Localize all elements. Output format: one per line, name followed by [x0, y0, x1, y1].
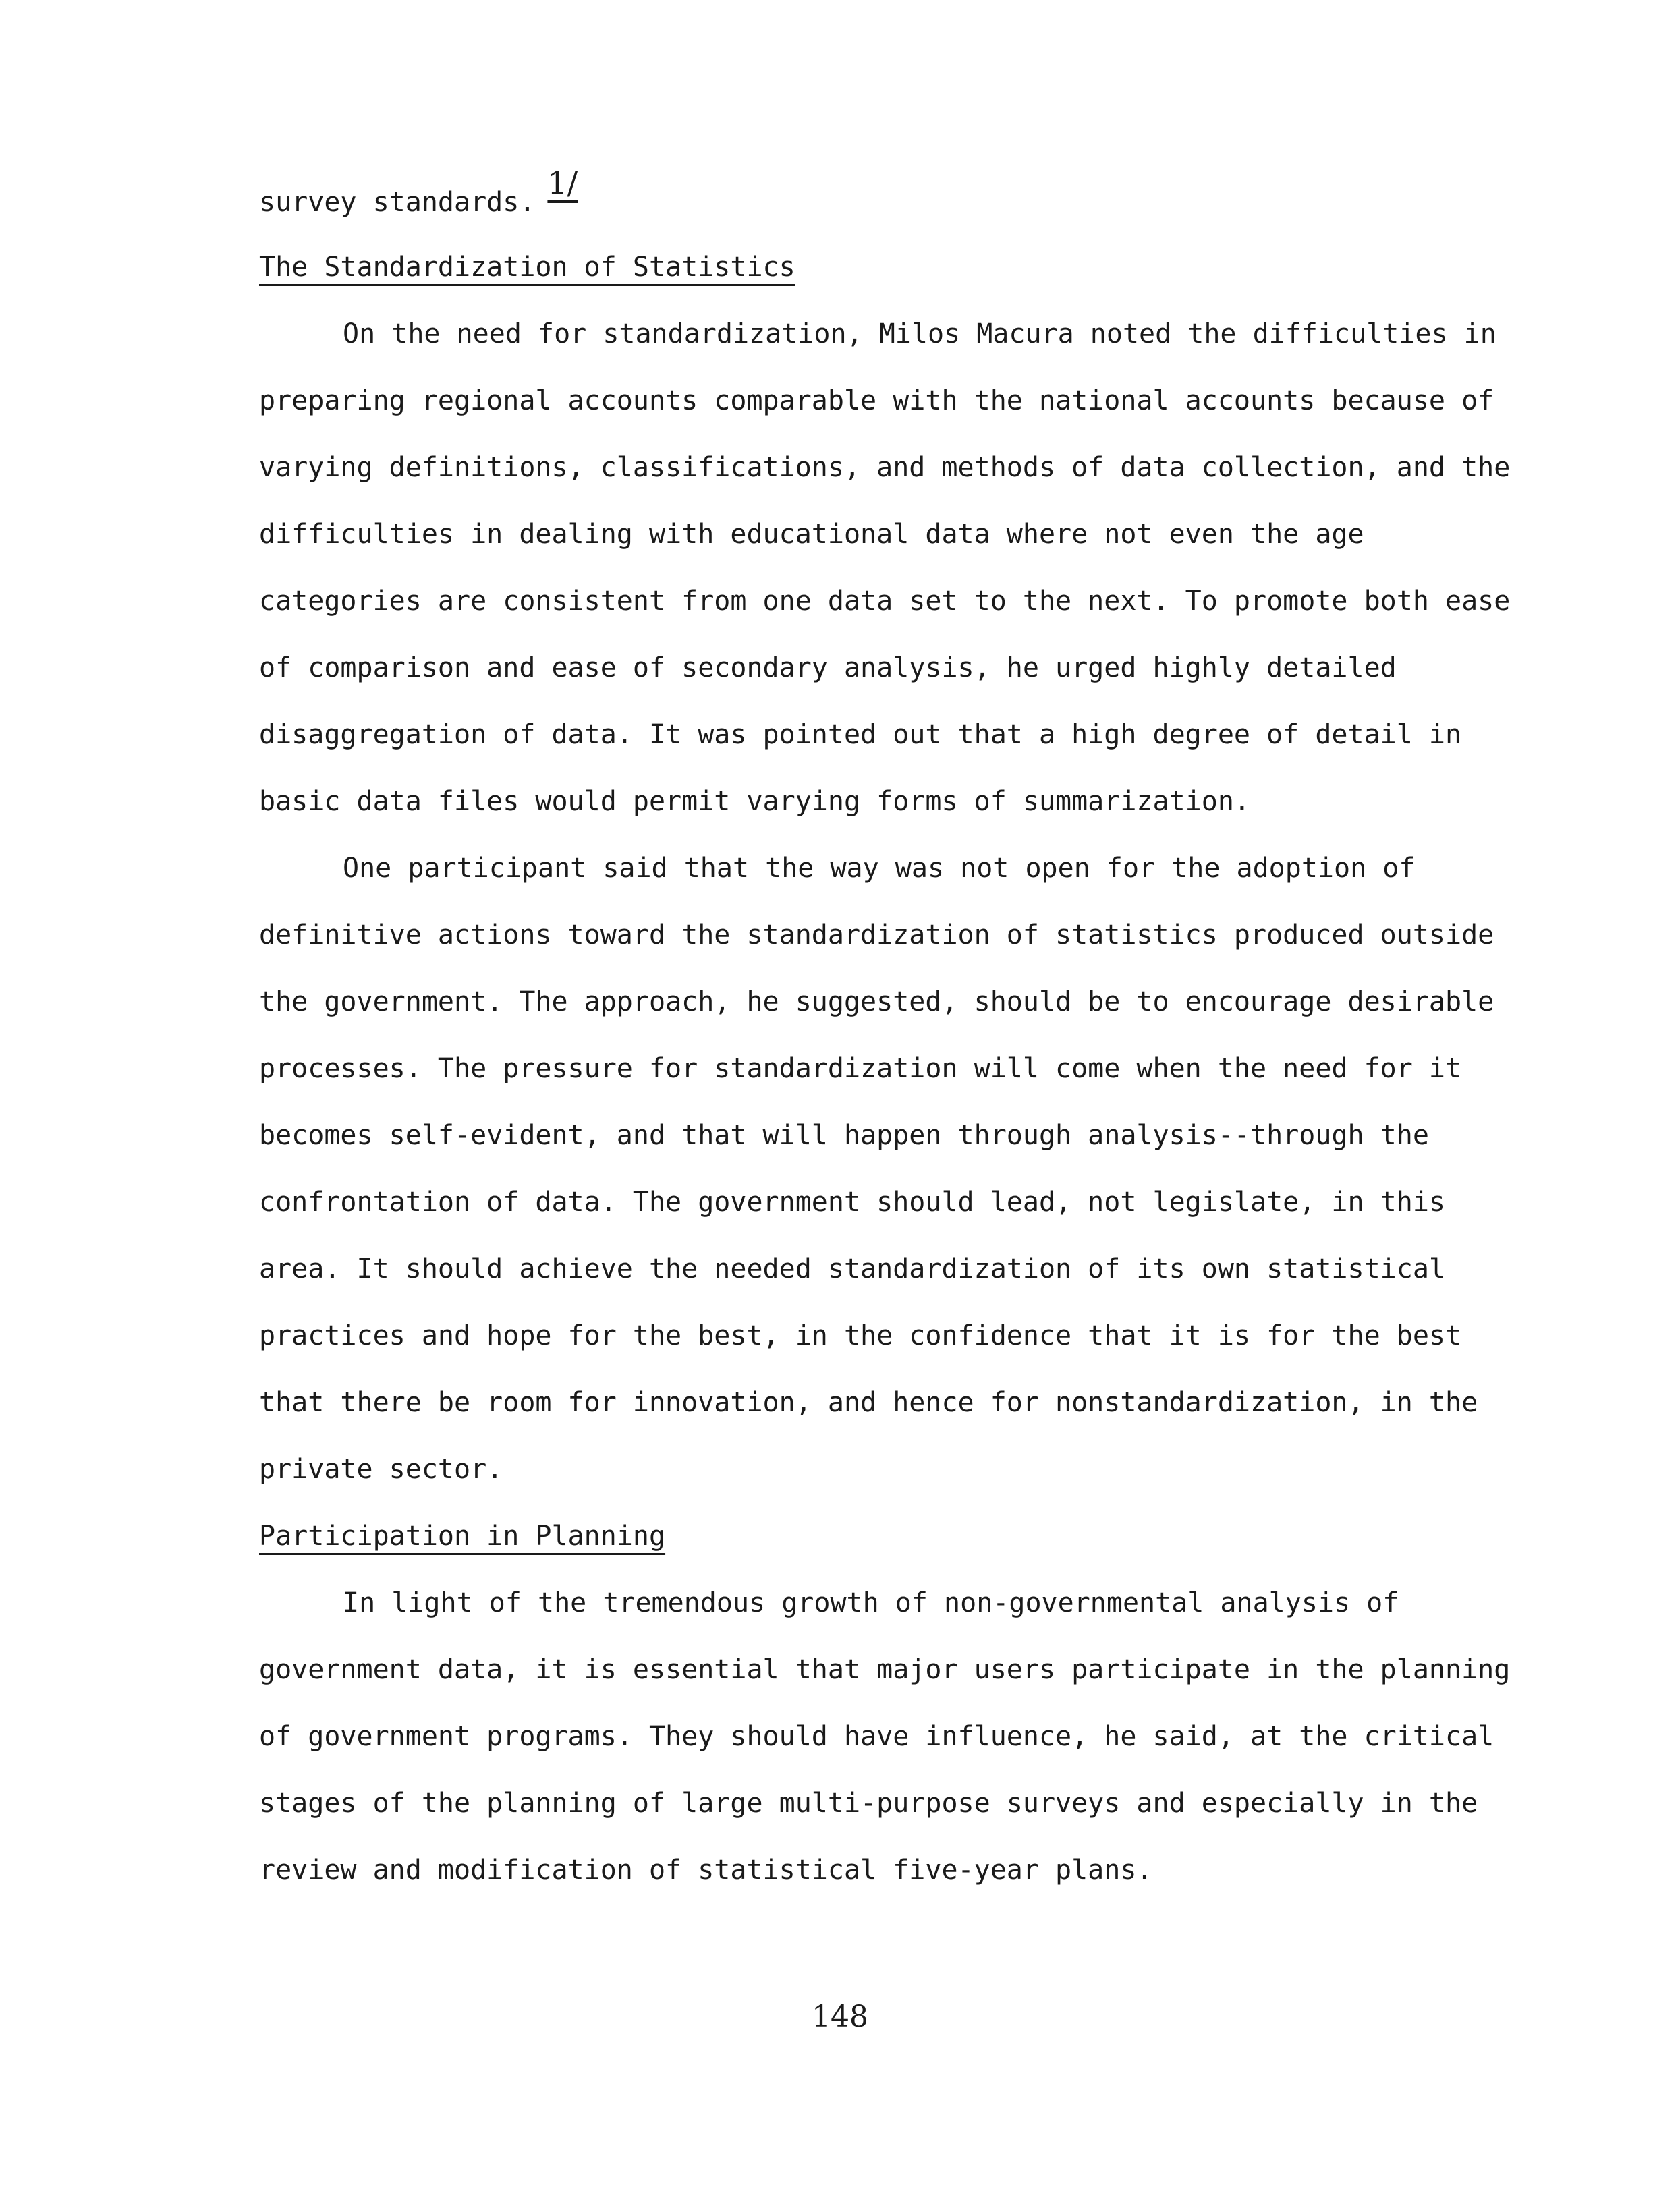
paragraph-participation-1: In light of the tremendous growth of non-governmental analysis of government data, it is essential that major users participate in the planning of government programs. They should have influence, he said, at the critical stages of the planning of large multi-purpose surveys and especially in the review and modification of statistical five-year plans. — [259, 1587, 1511, 1886]
page-body — [259, 167, 1528, 1904]
section-heading-standardization: The Standardization of Statistics — [259, 252, 795, 283]
opening-line — [259, 167, 1528, 234]
footnote-marker: 1/ — [547, 165, 578, 201]
paragraph-standardization-1: On the need for standardization, Milos Macura noted the difficulties in preparing regional accounts comparable with the national accounts because of varying definitions, classifications, and methods of data collection, and the difficulties in dealing with educational data where not even the age categories are consistent from one data set to the next. To promote both ease of comparison and ease of secondary analysis, he urged highly detailed disaggregation of data. It was pointed out that a high degree of detail in basic data files would permit varying forms of summarization. — [259, 318, 1511, 817]
page-number: 148 — [812, 2000, 868, 2034]
paragraph-standardization-2: One participant said that the way was not open for the adoption of definitive actions toward the standardization of statistics produced outside the government. The approach, he suggested, should be to encourage desirable processes. The pressure for standardization will come when the need for it becomes self-evident, and that will happen through analysis--through the confrontation of data. The government should lead, not legislate, in this area. It should achieve the needed standardization of its own statistical practices and hope for the best, in the confidence that it is for the best that there be room for innovation, and hence for nonstandardization, in the private sector. — [259, 853, 1494, 1485]
opening-text: survey standards. — [259, 187, 536, 218]
section-heading-participation: Participation in Planning — [259, 1521, 666, 1552]
